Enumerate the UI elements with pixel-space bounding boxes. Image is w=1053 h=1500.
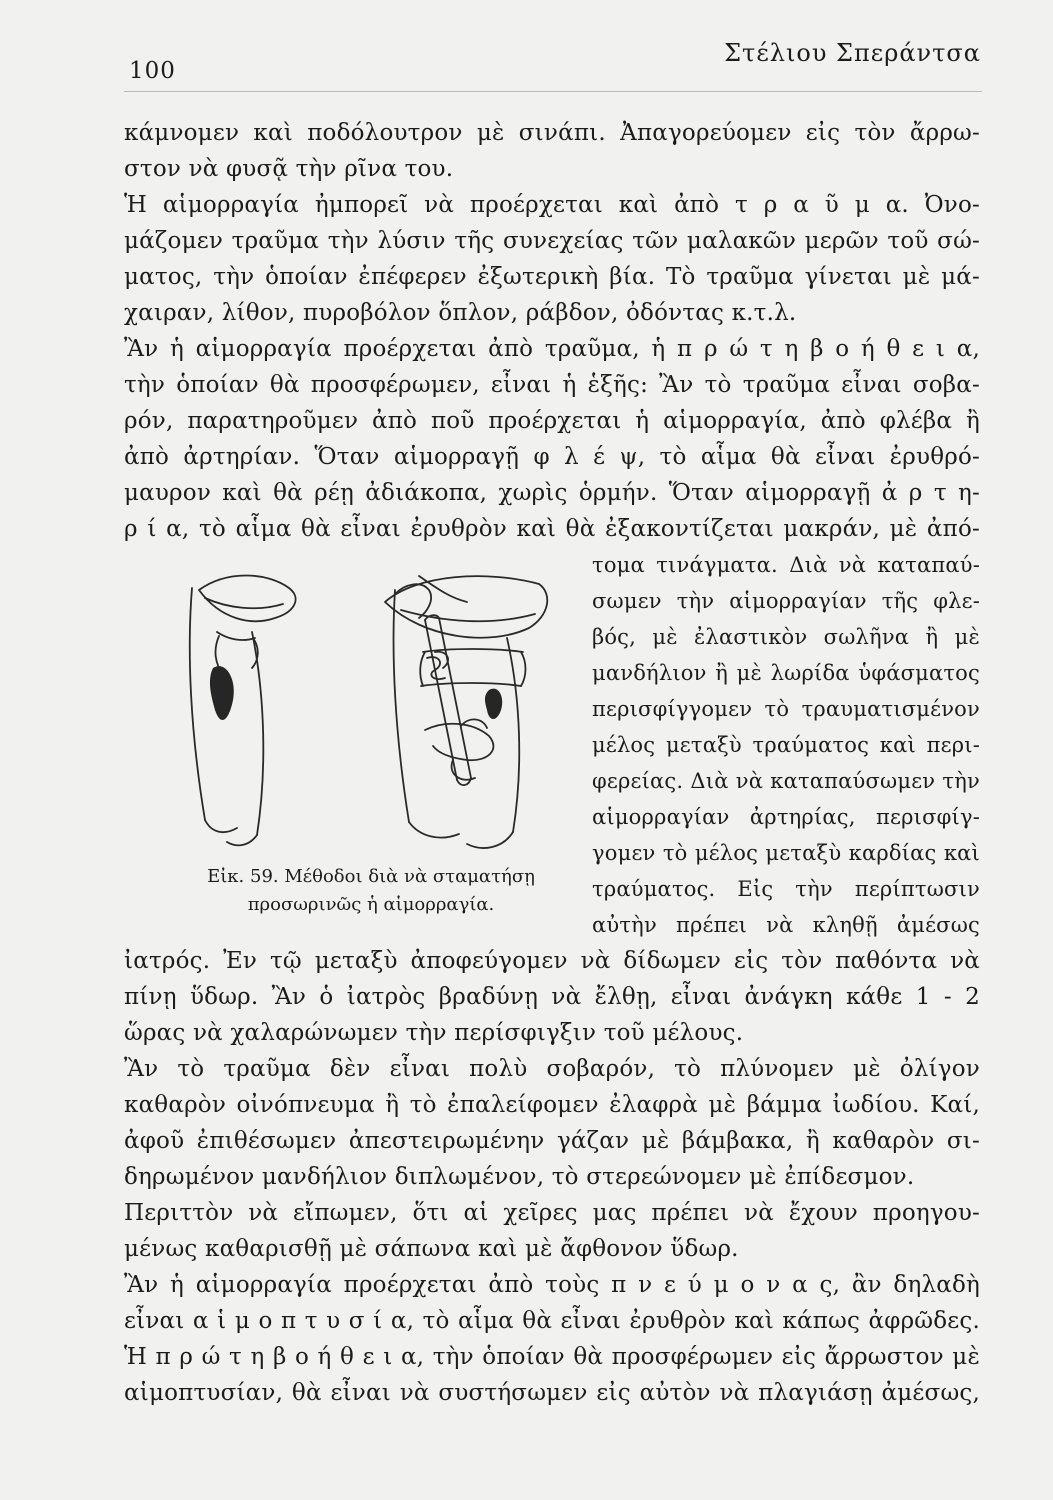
body-line: Ἂν ἡ αἱμορραγία προέρχεται ἀπὸ τραῦμα, ἡ π ρ ώ τ η β ο ή θ ε ι α, [124, 336, 980, 362]
side-text-line: τομα τινάγματα. Διὰ νὰ καταπαύ- [592, 553, 980, 577]
body-line: ρ ί α, τὸ αἷμα θὰ εἶναι ἐρυθρὸν καὶ θὰ ἐξακοντίζεται μακράν, μὲ ἀπό- [124, 516, 980, 542]
body-line: δηρωμένον μανδήλιον διπλωμένον, τὸ στερεώνομεν μὲ ἐπίδεσμον. [124, 1164, 915, 1190]
side-text-line: μέλος μεταξὺ τραύματος καὶ περι- [592, 733, 980, 757]
side-text-line: γομεν τὸ μέλος μεταξὺ καρδίας καὶ [592, 841, 980, 865]
body-line: Περιττὸν νὰ εἴπωμεν, ὅτι αἱ χεῖρες μας πρέπει νὰ ἔχουν προηγου- [124, 1200, 980, 1226]
body-line: αἱμοπτυσίαν, θὰ εἶναι νὰ συστήσωμεν εἰς αὐτὸν νὰ πλαγιάσῃ ἀμέσως, [124, 1380, 980, 1406]
body-line: Ἂν τὸ τραῦμα δὲν εἶναι πολὺ σοβαρόν, τὸ πλύνομεν μὲ ὀλίγον [124, 1056, 980, 1082]
figure-caption [157, 863, 585, 919]
side-text-line: βός, μὲ ἐλαστικὸν σωλῆνα ἢ μὲ [592, 625, 980, 649]
side-text-line: αὐτὴν πρέπει νὰ κληθῇ ἀμέσως [592, 913, 980, 937]
side-text-line: αἱμορραγίαν ἀρτηρίας, περισφίγ- [592, 805, 980, 829]
wound-mark-left [210, 666, 234, 720]
side-text-line: περισφίγγομεν τὸ τραυματισμένον [592, 697, 980, 721]
body-line: ἀφοῦ ἐπιθέσωμεν ἀπεστειρωμένην γάζαν μὲ βάμβακα, ἢ καθαρὸν σι- [124, 1128, 980, 1154]
body-line: στον νὰ φυσᾷ τὴν ρῖνα του. [124, 156, 454, 182]
header-rule [124, 91, 982, 92]
side-text-line: μανδήλιον ἢ μὲ λωρίδα ὑφάσματος [592, 661, 980, 685]
body-line: καθαρὸν οἰνόπνευμα ἢ τὸ ἐπαλείφομεν ἐλαφρὰ μὲ βάμμα ἰωδίου. Καί, [124, 1092, 980, 1118]
wound-mark-right [485, 689, 502, 719]
side-text-line: φερείας. Διὰ νὰ καταπαύσωμεν τὴν [592, 769, 980, 793]
body-line: Ἡ αἱμορραγία ἠμπορεῖ νὰ προέρχεται καὶ ἀπὸ τ ρ α ῦ μ α. Ὀνο- [124, 192, 980, 218]
body-line: ἰατρός. Ἐν τῷ μεταξὺ ἀποφεύγομεν νὰ δίδωμεν εἰς τὸν παθόντα νὰ [124, 948, 980, 974]
body-line: ἀπὸ ἀρτηρίαν. Ὅταν αἱμορραγῇ φ λ έ ψ, τὸ αἷμα θὰ εἶναι ἐρυθρό- [124, 444, 980, 470]
caption-line: Εἰκ. 59. Μέθοδοι διὰ νὰ σταματήσῃ [207, 866, 535, 887]
caption-line: προσωρινῶς ἡ αἱμορραγία. [247, 894, 495, 915]
body-line: τὴν ὁποίαν θὰ προσφέρωμεν, εἶναι ἡ ἑξῆς: Ἂν τὸ τραῦμα εἶναι σοβα- [124, 372, 980, 398]
body-line: ρόν, παρατηροῦμεν ἀπὸ ποῦ προέρχεται ἡ αἱμορραγία, ἀπὸ φλέβα ἢ [124, 408, 980, 434]
body-line: Ἂν ἡ αἱμορραγία προέρχεται ἀπὸ τοὺς π ν ε ύ μ ο ν α ς, ἂν δηλαδὴ [124, 1272, 980, 1298]
side-text-line: σωμεν τὴν αἱμορραγίαν τῆς φλε- [592, 589, 980, 613]
body-line: Ἡ π ρ ώ τ η β ο ή θ ε ι α, τὴν ὁποίαν θὰ προσφέρωμεν εἰς ἄρρωστον μὲ [124, 1344, 980, 1370]
body-line: μάζομεν τραῦμα τὴν λύσιν τῆς συνεχείας τῶν μαλακῶν μερῶν τοῦ σώ- [124, 228, 980, 254]
page-number: 100 [129, 58, 176, 84]
side-text-line: τραύματος. Εἰς τὴν περίπτωσιν [592, 877, 980, 901]
body-line: ματος, τὴν ὁποίαν ἐπέφερεν ἐξωτερικὴ βία. Τὸ τραῦμα γίνεται μὲ μά- [124, 264, 980, 290]
body-line: κάμνομεν καὶ ποδόλουτρον μὲ σινάπι. Ἀπαγορεύομεν εἰς τὸν ἄρρω- [124, 120, 980, 146]
running-head: Στέλιου Σπεράντσα [724, 39, 981, 67]
body-line: μένως καθαρισθῇ μὲ σάπωνα καὶ μὲ ἄφθονον ὕδωρ. [124, 1236, 739, 1262]
body-line: μαυρον καὶ θὰ ρέῃ ἀδιάκοπα, χωρὶς ὁρμήν. Ὅταν αἱμορραγῇ ἀ ρ τ η- [124, 480, 980, 506]
body-line: ὥρας νὰ χαλαρώνωμεν τὴν περίσφιγξιν τοῦ μέλους. [124, 1020, 744, 1046]
body-line: εἶναι α ἱ μ ο π τ υ σ ί α, τὸ αἷμα θὰ εἶναι ἐρυθρὸν καὶ κάπως ἀφρῶδες. [124, 1308, 980, 1334]
body-line: πίνῃ ὕδωρ. Ἂν ὁ ἰατρὸς βραδύνῃ νὰ ἔλθῃ, εἶναι ἀνάγκη κάθε 1 - 2 [124, 984, 980, 1010]
tourniquet-illustration [157, 560, 585, 860]
figure-59 [157, 560, 585, 932]
body-line: χαιραν, λίθον, πυροβόλον ὅπλον, ράβδον, ὀδόντας κ.τ.λ. [124, 300, 797, 326]
